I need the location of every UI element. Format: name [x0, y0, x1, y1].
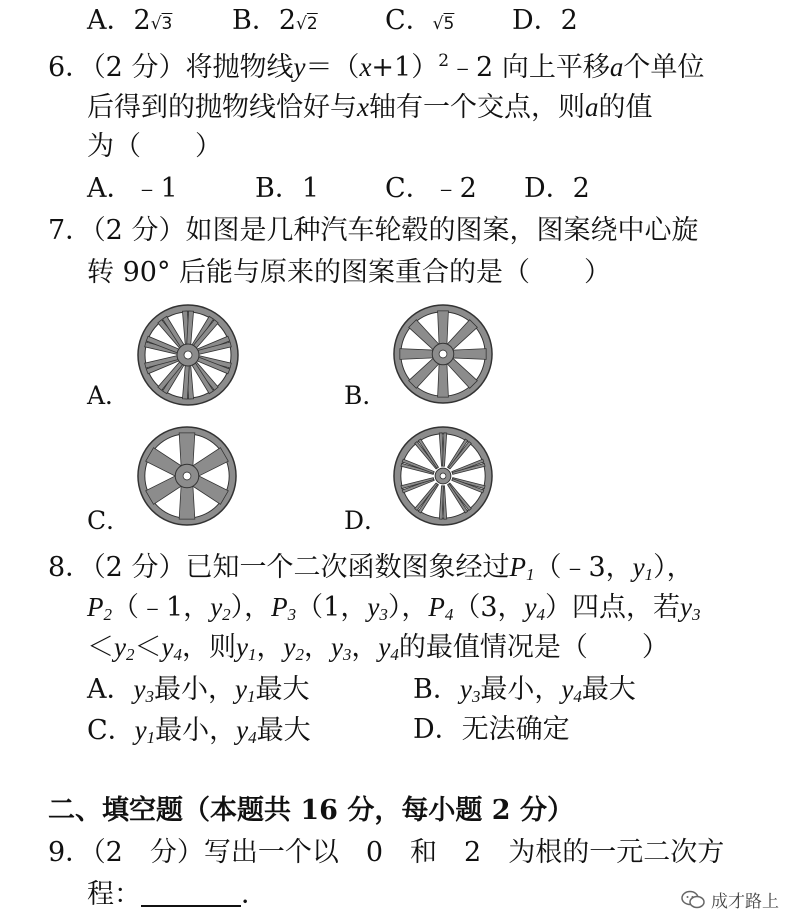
wheel-spoke — [438, 311, 449, 344]
q6-option-a: A．﹣1 — [87, 173, 178, 204]
text: （﹣1， — [112, 592, 211, 623]
text: 后得到的抛物线恰好与 — [87, 92, 357, 123]
wheel-d-image — [392, 425, 494, 527]
option-label: D． — [512, 5, 561, 36]
q6-option-d: D．2 — [524, 173, 590, 204]
subscript: 3 — [692, 605, 701, 624]
text: 最大 — [581, 674, 636, 705]
radicand: 5 — [443, 14, 455, 34]
question-number: 8． — [48, 552, 93, 583]
option-coef: 2 — [133, 5, 151, 36]
q6-line-2 — [87, 90, 652, 125]
text: （3， — [453, 592, 525, 623]
math-var: y — [234, 674, 247, 704]
text: ＜ — [87, 632, 114, 663]
subscript: 2 — [295, 645, 304, 664]
subscript: 3 — [287, 605, 297, 624]
subscript: 4 — [573, 687, 582, 706]
math-var: y — [378, 632, 391, 662]
q5-option-a — [87, 4, 172, 41]
option-label: B． — [232, 5, 279, 36]
answer-blank[interactable] — [141, 879, 241, 907]
math-var: y — [236, 715, 249, 745]
text: 程： — [87, 879, 141, 910]
subscript: 4 — [390, 645, 399, 664]
text: 已知一个二次函数图象经过 — [185, 552, 510, 583]
text: +1） — [371, 52, 439, 83]
math-var: y — [114, 632, 126, 662]
question-score: （2 分） — [92, 552, 186, 583]
math-var: y — [680, 592, 692, 622]
text: ， — [256, 632, 284, 663]
q7-line-1 — [48, 214, 698, 248]
math-var: y — [133, 674, 146, 704]
text: ， — [303, 632, 331, 663]
text: 轴有一个交点，则 — [368, 92, 585, 123]
option-label: C． — [385, 5, 433, 36]
text: ）， — [387, 592, 429, 623]
section-heading: 二、填空题（本题共 16 分，每小题 2 分） — [48, 795, 574, 826]
text: ＜ — [134, 632, 162, 663]
wechat-icon — [681, 890, 705, 910]
subscript: 1 — [247, 645, 257, 664]
subscript: 3 — [145, 687, 154, 706]
question-number: 7． — [48, 215, 93, 246]
wheel-spoke — [453, 349, 486, 360]
q9-line-2 — [87, 878, 268, 912]
math-var: P — [509, 552, 526, 582]
math-var: P — [428, 592, 445, 622]
q7-line-2: 转 90° 后能与原来的图案重合的是（ ） — [87, 257, 612, 288]
subscript: 2 — [103, 605, 112, 624]
text: ＝（ — [305, 52, 360, 83]
text: （﹣3， — [534, 552, 633, 583]
question-score: （2 分） — [92, 215, 186, 246]
text: ）， — [653, 552, 694, 583]
text: ，则 — [181, 632, 236, 663]
q8-line-2 — [87, 590, 701, 625]
math-var: y — [561, 674, 574, 704]
text: 个单位 — [623, 52, 705, 83]
text: 写出一个以 0 和 2 为根的一元二次方 — [203, 837, 725, 868]
text: 的最值情况是（ ） — [398, 632, 669, 663]
wheel-spoke — [400, 349, 433, 360]
math-var: y — [134, 715, 147, 745]
text: 最小， — [153, 674, 235, 705]
question-score: （2 分） — [92, 837, 204, 868]
q7-option-b-label: B． — [344, 381, 388, 410]
wheel-a-image — [136, 303, 240, 407]
question-score: （2 分） — [92, 52, 186, 83]
subscript: 2 — [222, 605, 231, 624]
math-var: y — [210, 592, 223, 622]
subscript: 3 — [471, 687, 481, 706]
subscript: 1 — [525, 565, 535, 584]
math-var: y — [330, 632, 343, 662]
sqrt-radical: √3 — [150, 14, 173, 34]
math-var: y — [367, 592, 380, 622]
option-label: C． — [87, 715, 135, 746]
q5-option-b — [232, 4, 318, 41]
q5-option-c — [385, 4, 454, 41]
exponent: 2 — [438, 51, 450, 71]
option-value: 2 — [560, 5, 578, 36]
option-label: B． — [413, 674, 460, 705]
math-var: y — [161, 632, 174, 662]
math-var: y — [235, 632, 248, 662]
subscript: 4 — [536, 605, 546, 624]
wheel-c-image — [136, 425, 238, 527]
q6-option-c: C．﹣2 — [385, 173, 477, 204]
sqrt-radical: √2 — [296, 14, 318, 34]
subscript: 1 — [146, 728, 156, 747]
wheel-spoke — [179, 433, 195, 466]
math-var: y — [293, 52, 306, 82]
wheel-spoke — [179, 486, 195, 519]
q8-option-d: D．无法确定 — [413, 714, 570, 745]
subscript: 1 — [644, 565, 654, 584]
q8-option-c — [87, 713, 311, 748]
wheel-b-image — [392, 303, 494, 405]
q8-line-1 — [48, 550, 694, 585]
math-var: P — [87, 592, 104, 622]
text: 最小， — [155, 715, 237, 746]
math-var: a — [584, 92, 599, 122]
watermark-text: 成才路上 — [711, 892, 779, 912]
q8-line-3 — [87, 630, 669, 665]
question-number: 9． — [48, 837, 93, 868]
math-var: y — [524, 592, 537, 622]
text: 最小， — [480, 674, 562, 705]
text: 最大 — [255, 674, 310, 705]
subscript: 4 — [173, 645, 182, 664]
text: ）， — [230, 592, 272, 623]
q9-line-1 — [48, 836, 724, 870]
subscript: 4 — [248, 728, 257, 747]
text: （1， — [296, 592, 368, 623]
sqrt-radical: √5 — [432, 14, 455, 34]
watermark — [681, 887, 779, 912]
subscript: 1 — [246, 687, 256, 706]
subscript: 2 — [125, 645, 135, 664]
q6-line-1 — [48, 50, 704, 85]
math-var: x — [359, 52, 372, 82]
text: 最大 — [256, 715, 311, 746]
wheel-spoke — [438, 364, 449, 397]
radicand: 3 — [161, 14, 173, 34]
radicand: 2 — [306, 14, 318, 34]
math-var: y — [283, 632, 296, 662]
text: ． — [241, 879, 268, 910]
q8-option-b — [413, 672, 636, 707]
math-var: P — [271, 592, 288, 622]
subscript: 3 — [342, 645, 352, 664]
option-label: A． — [87, 5, 134, 36]
subscript: 3 — [379, 605, 388, 624]
option-label: A． — [87, 674, 134, 705]
math-var: y — [459, 674, 472, 704]
math-var: a — [609, 52, 624, 82]
text: ）四点，若 — [545, 592, 681, 623]
question-number: 6． — [48, 52, 93, 83]
text: 的值 — [598, 92, 653, 123]
q6-line-3: 为（ ） — [87, 131, 222, 162]
q8-option-a — [87, 672, 309, 707]
text: ， — [351, 632, 379, 663]
q5-option-d — [512, 4, 578, 38]
subscript: 4 — [444, 605, 454, 624]
math-var: y — [632, 552, 645, 582]
option-coef: 2 — [278, 5, 297, 36]
q7-option-d-label: D． — [344, 506, 390, 535]
text: 如图是几种汽车轮毂的图案，图案绕中心旋 — [185, 215, 699, 246]
q7-option-c-label: C． — [87, 506, 132, 535]
text: ﹣2 向上平移 — [449, 52, 610, 83]
q7-option-a-label: A． — [87, 381, 131, 410]
text: 将抛物线 — [185, 52, 294, 83]
q6-option-b: B．1 — [255, 173, 320, 204]
math-var: x — [357, 92, 369, 122]
